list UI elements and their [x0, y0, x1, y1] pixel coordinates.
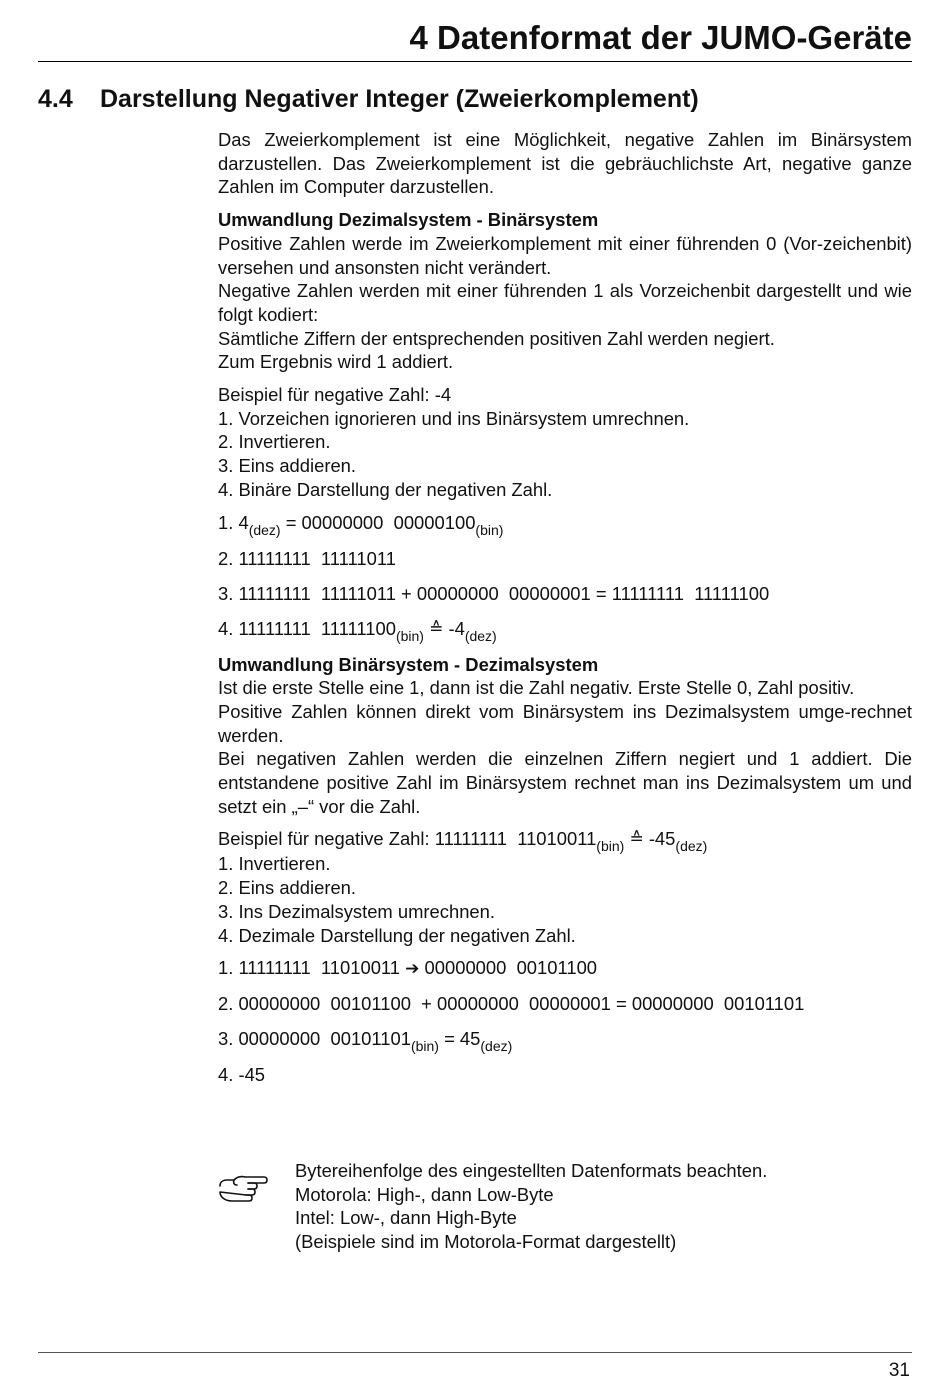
step-item: 1. Vorzeichen ignorieren und ins Binärsystem umrechnen. — [218, 407, 690, 429]
section-number: 4.4 — [38, 85, 73, 113]
step-item: 4. Binäre Darstellung der negativen Zahl. — [218, 478, 553, 500]
formula-line: 2. 11111111 11111011 — [218, 547, 396, 569]
step-item: 1. Invertieren. — [218, 853, 331, 875]
bin-to-dec-heading: Umwandlung Binärsystem - Dezimalsystem — [218, 653, 599, 675]
bin-to-dec-line: Positive Zahlen können direkt vom Binärsystem ins Dezimalsystem umge-rechnet werden. — [218, 700, 912, 746]
header-divider — [38, 61, 912, 62]
dec-to-bin-line: Zum Ergebnis wird 1 addiert. — [218, 351, 454, 373]
note-line: Motorola: High-, dann Low-Byte — [295, 1183, 554, 1205]
step-item: 3. Ins Dezimalsystem umrechnen. — [218, 900, 495, 922]
bin-to-dec-line: Ist die erste Stelle eine 1, dann ist die Zahl negativ. Erste Stelle 0, Zahl positiv. — [218, 677, 855, 699]
page-number: 31 — [888, 1360, 910, 1381]
section-title: Darstellung Negativer Integer (Zweierkomplement) — [100, 85, 699, 113]
intro-paragraph: Das Zweierkomplement ist eine Möglichkeit, negative Zahlen im Binärsystem darzustellen. Das Zweierkomplement ist die gebräuchlichste Art, negative ganze Zahlen im Computer darzustellen. — [218, 129, 912, 198]
step-item: 2. Invertieren. — [218, 431, 331, 453]
dec-to-bin-line: Sämtliche Ziffern der entsprechenden positiven Zahl werden negiert. — [218, 327, 775, 349]
dec-to-bin-line: Negative Zahlen werden mit einer führenden 1 als Vorzeichenbit dargestellt und wie folgt kodiert: — [218, 280, 912, 325]
arrow-icon: ➔ — [405, 959, 420, 979]
formula-line: 1. 11111111 11010011 ➔ 00000000 00101100 — [218, 957, 598, 979]
formula-line: 3. 00000000 $00101101_{(bin)} = 45_{(dez)}$ — [218, 1028, 513, 1055]
formula-line: 3. 11111111 11111011 + 00000000 00000001 = 11111111 11111100 — [218, 582, 770, 604]
note-text — [295, 1159, 895, 1254]
footer-divider — [38, 1352, 912, 1353]
chapter-title: 4 Datenformat der JUMO-Geräte — [409, 19, 912, 56]
example-label: Beispiel für negative Zahl: -4 — [218, 384, 452, 406]
note-line: (Beispiele sind im Motorola-Format dargestellt) — [295, 1231, 677, 1253]
dec-to-bin-heading: Umwandlung Dezimalsystem - Binärsystem — [218, 209, 599, 231]
corresponds-symbol: ≙ — [629, 829, 644, 849]
main-content — [218, 128, 912, 1087]
pointing-hand-icon — [218, 1173, 268, 1203]
formula-line: 2. 00000000 00101100 + 00000000 00000001 = 00000000 00101101 — [218, 993, 805, 1015]
formula-line: 4. 11111111 $11111100_{(bin)}$ ≙ $-4_{(dez)}$ — [218, 617, 497, 644]
step-item: 2. Eins addieren. — [218, 877, 357, 899]
section-heading — [38, 82, 699, 116]
note-line: Intel: Low-, dann High-Byte — [295, 1207, 517, 1229]
note-line: Bytereihenfolge des eingestellten Datenformats beachten. — [295, 1160, 768, 1181]
step-item: 4. Dezimale Darstellung der negativen Zahl. — [218, 924, 576, 946]
corresponds-symbol: ≙ — [429, 618, 444, 638]
bin-to-dec-line: Bei negativen Zahlen werden die einzelnen Ziffern negiert und 1 addiert. Die entstandene positive Zahl im Binärsystem rechnet man ins Dezimalsystem um und setzt ein „–“ vor die Zahl. — [218, 748, 912, 817]
step-item: 3. Eins addieren. — [218, 455, 357, 477]
example-label: Beispiel für negative Zahl: 11111111 $11010011_{(bin)}$ ≙ $-45_{(dez)}$ — [218, 828, 708, 855]
dec-to-bin-line: Positive Zahlen werde im Zweierkomplement mit einer führenden 0 (Vor-zeichenbit) versehen und ansonsten nicht verändert. — [218, 232, 912, 278]
formula-line: 1. $4_{(dez)} = 00000000$ $00000100_{(bin)}$ — [218, 511, 504, 538]
formula-line: 4. -45 — [218, 1064, 266, 1086]
